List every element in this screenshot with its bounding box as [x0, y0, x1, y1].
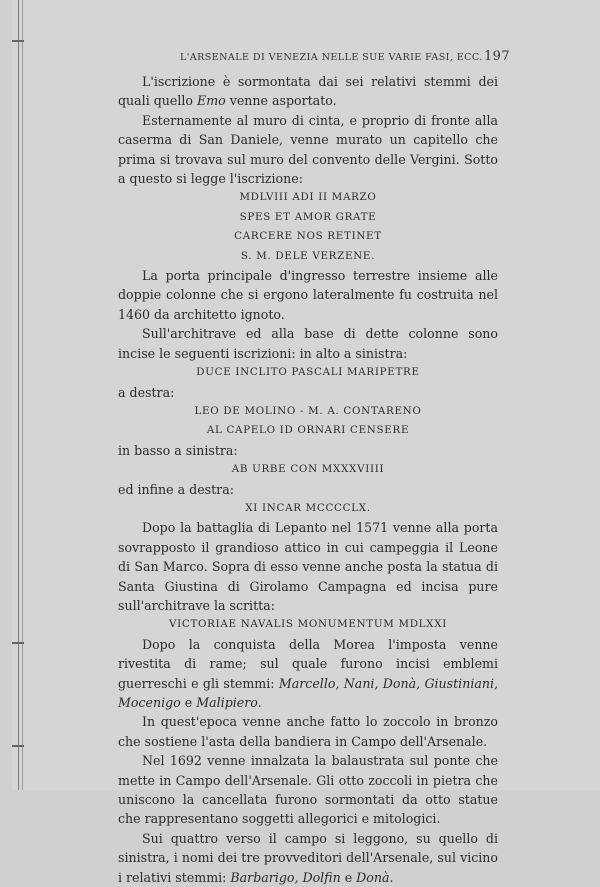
- text-run: e: [180, 695, 197, 710]
- text-run: e: [340, 869, 357, 885]
- paragraph: La porta principale d'ingresso terrestre insieme alle doppie colonne che si ergono lateralmente fu costruita nel 1460 da architetto ignoto.: [118, 268, 498, 322]
- page-edge-line: [18, 0, 19, 790]
- italic-run: Malipiero.: [196, 695, 262, 710]
- inscription-line: LEO DE MOLINO - M. A. CONTARENO: [194, 404, 422, 417]
- inscription-line: VICTORIAE NAVALIS MONUMENTUM MDLXXI: [168, 618, 448, 631]
- text-run: Sui quattro verso il campo si leggono, su quello di sinistra, i nomi dei tre provveditori dell'Arsenale, sul vicino i relativi stemmi:: [118, 830, 498, 885]
- text-run: Dopo la conquista della Morea l'imposta venne rivestita di rame; sul quale furono incisi emblemi guerreschi e gli stemmi:: [118, 636, 498, 691]
- paragraph: Dopo la battaglia di Lepanto nel 1571 venne alla porta sovrapposto il grandioso attico in cui campeggia il Leone di San Marco. Sopra di esso venne anche posta la statua di Santa Giustina di Girolamo Campagna ed incisa pure sull'architrave la scritta:: [118, 520, 498, 613]
- page-edge-line: [22, 0, 23, 790]
- label-line: a destra:: [118, 384, 175, 400]
- edge-mark: [12, 642, 24, 644]
- inscription-line: CARCERE NOS RETINET: [234, 230, 382, 243]
- body-text: [118, 72, 498, 887]
- page-number: 197: [483, 49, 510, 64]
- italic-run: Marcello, Nani, Donà, Giustiniani, Mocenigo: [118, 675, 498, 710]
- italic-run: Donà.: [356, 869, 394, 885]
- book-page: [12, 0, 600, 885]
- running-title: L'ARSENALE DI VENEZIA NELLE SUE VARIE FASI, ECC.: [180, 52, 483, 63]
- edge-mark: [12, 40, 24, 42]
- paragraph: [118, 635, 498, 713]
- text-run: L'iscrizione è sormontata dai sei relativi stemmi dei quali quello: [118, 74, 498, 109]
- inscription-line: DUCE INCLITO PASCALI MARIPETRE: [196, 366, 420, 379]
- inscription-line: SPES ET AMOR GRATE: [239, 210, 377, 223]
- italic-run: Emo: [197, 93, 226, 109]
- paragraph: Nel 1692 venne innalzata la balaustrata sul ponte che mette in Campo dell'Arsenale. Gli otto zoccoli in pietra che uniscono la cancellata furono sormontati da otto statue che rappresentano soggetti allegorici e mitologici.: [118, 753, 498, 827]
- paragraph: [118, 72, 498, 111]
- inscription-line: XI INCAR MCCCCLX.: [245, 501, 371, 514]
- italic-run: Barbarigo, Dolfin: [230, 869, 341, 885]
- paragraph: Esternamente al muro di cinta, e proprio di fronte alla caserma di San Daniele, venne murato un capitello che prima si trovava sul muro del convento delle Vergini. Sotto a questo si legge l'iscrizione:: [118, 112, 498, 187]
- edge-mark: [12, 745, 24, 747]
- inscription-line: MDLVIII ADI II MARZO: [239, 191, 377, 204]
- paragraph: Sull'architrave ed alla base di dette colonne sono incise le seguenti iscrizioni: in alto a sinistra:: [118, 326, 498, 361]
- inscription-line: S. M. DELE VERZENE.: [240, 249, 376, 262]
- inscription-line: AL CAPELO ID ORNARI CENSERE: [206, 424, 410, 437]
- label-line: in basso a sinistra:: [118, 442, 238, 458]
- inscription-line: AB URBE CON MXXXVIIII: [231, 463, 385, 476]
- paragraph: [118, 829, 498, 887]
- text-run: venne asportato.: [225, 93, 337, 109]
- paragraph: In quest'epoca venne anche fatto lo zoccolo in bronzo che sostiene l'asta della bandiera in Campo dell'Arsenale.: [118, 714, 498, 749]
- label-line: ed infine a destra:: [118, 481, 234, 497]
